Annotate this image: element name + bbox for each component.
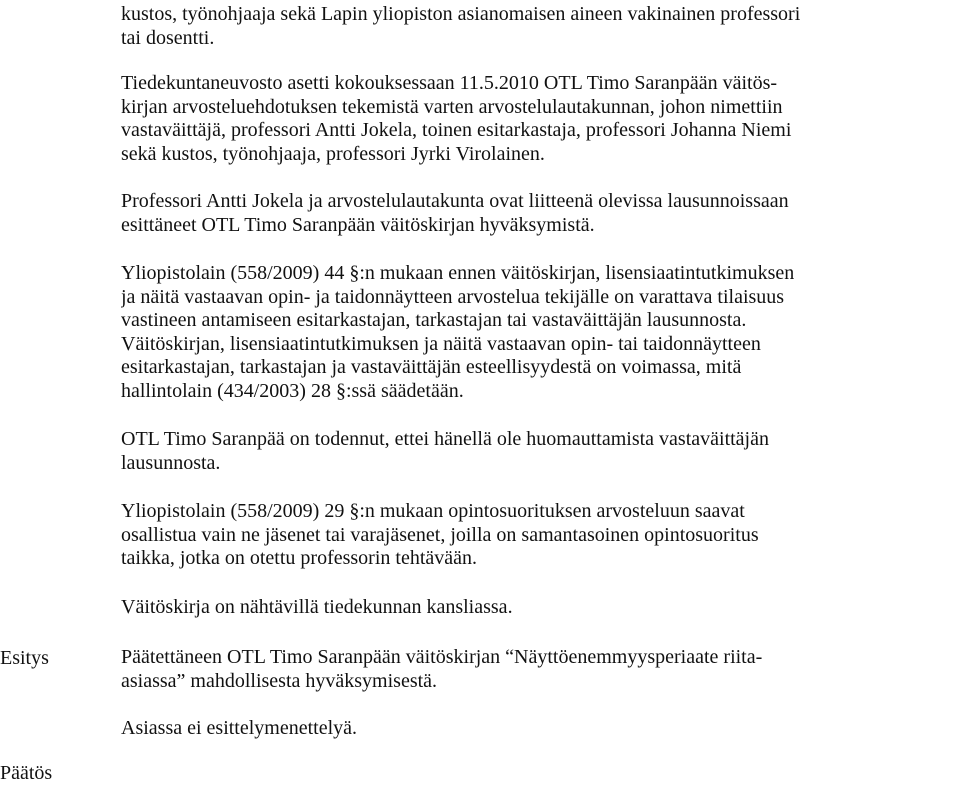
text-line: vastineen antamiseen esitarkastajan, tarkastajan tai vastaväittäjän lausunnosta. [121, 309, 747, 331]
paragraph-proposal-text [121, 646, 956, 693]
text-line: kirjan arvosteluehdotuksen tekemistä varten arvostelulautakunnan, johon nimettiin [121, 95, 783, 118]
paragraph-faculty-council [121, 72, 956, 166]
paragraph-no-remarks [121, 428, 956, 475]
text-line: ja näitä vastaavan opin- ja taidonnäytteen arvostelua tekijälle on varattava tilaisuus [121, 285, 785, 308]
text-line: vastaväittäjä, professori Antti Jokela, toinen esitarkastaja, professori Johanna Niemi [121, 119, 792, 141]
text-line: kustos, työnohjaaja sekä Lapin yliopiston asianomaisen aineen vakinainen professori [121, 3, 801, 25]
paragraph-law-44 [121, 262, 956, 403]
text-line: Professori Antti Jokela ja arvostelulautakunta ovat liitteenä olevissa lausunnoissaan [121, 190, 789, 212]
text-line: Asiassa ei esittelymenettelyä. [121, 717, 358, 739]
paragraph-custos-continued [121, 3, 956, 50]
text-line: hallintolain (434/2003) 28 §:ssä säädetään. [121, 379, 464, 402]
text-line: tai dosentti. [121, 26, 215, 49]
section-label-proposal: Esitys [0, 647, 49, 669]
text-line: Yliopistolain (558/2009) 44 §:n mukaan ennen väitöskirjan, lisensiaatintutkimuksen [121, 262, 795, 284]
text-line: asiassa” mahdollisesta hyväksymisestä. [121, 669, 438, 692]
paragraph-law-29 [121, 500, 956, 571]
text-line: Väitöskirja on nähtävillä tiedekunnan kansliassa. [121, 596, 513, 618]
text-line: Tiedekuntaneuvosto asetti kokouksessaan 11.5.2010 OTL Timo Saranpään väitös- [121, 72, 778, 94]
paragraph-no-presentation [121, 717, 956, 741]
paragraph-statements [121, 190, 956, 237]
text-line: esitarkastajan, tarkastajan ja vastaväittäjän esteellisyydestä on voimassa, mitä [121, 356, 742, 378]
text-line: taikka, jotka on otettu professorin tehtävään. [121, 547, 478, 569]
section-label-decision: Päätös [0, 762, 53, 784]
text-line: esittäneet OTL Timo Saranpään väitöskirjan hyväksymistä. [121, 213, 595, 236]
text-line: Päätettäneen OTL Timo Saranpään väitöskirjan “Näyttöenemmyysperiaate riita- [121, 646, 763, 668]
paragraph-on-display [121, 596, 956, 620]
text-line: Yliopistolain (558/2009) 29 §:n mukaan opintosuorituksen arvosteluun saavat [121, 500, 745, 522]
text-line: osallistua vain ne jäsenet tai varajäsenet, joilla on samantasoinen opintosuoritus [121, 523, 759, 546]
text-line: Väitöskirjan, lisensiaatintutkimuksen ja näitä vastaavan opin- tai taidonnäytteen [121, 332, 761, 355]
text-line: OTL Timo Saranpää on todennut, ettei hänellä ole huomauttamista vastaväittäjän [121, 428, 769, 450]
text-line: lausunnosta. [121, 451, 221, 474]
text-line: sekä kustos, työnohjaaja, professori Jyrki Virolainen. [121, 142, 545, 165]
